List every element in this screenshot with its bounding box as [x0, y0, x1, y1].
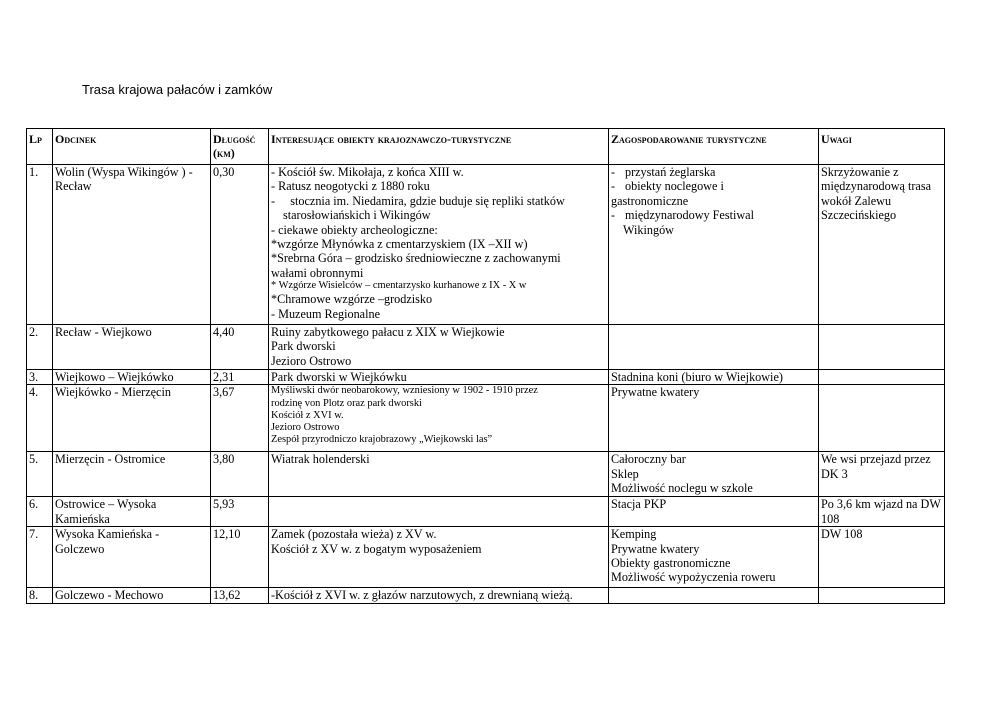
cell-length: 2,31 [211, 370, 269, 385]
table-row [27, 385, 945, 452]
cell-segment: Golczewo - Mechowo [53, 588, 211, 603]
infra-line: - międzynarodowy Festiwal [611, 208, 816, 222]
header-infra: Zagospodarowanie turystyczne [609, 129, 819, 165]
header-sights: Interesujące obiekty krajoznawczo-turystyczne [269, 129, 609, 165]
infra-line: Kemping [611, 527, 657, 542]
cell-notes [819, 370, 945, 385]
cell-segment: Wiejkowo – Wiejkówko [53, 370, 211, 385]
sight-line: -Kościół z XVI w. z głazów narzutowych, z drewnianą wieżą. [271, 588, 573, 603]
sight-line: *Srebrna Góra – grodzisko średniowieczne z zachowanymi [271, 251, 561, 266]
header-length: Długość (km) [211, 129, 269, 165]
cell-length: 13,62 [211, 588, 269, 603]
cell-notes [819, 385, 945, 452]
header-notes: Uwagi [819, 129, 945, 165]
cell-lp: 4. [27, 385, 53, 452]
route-table [26, 128, 945, 604]
table-header-row [27, 129, 945, 165]
sight-line: Myśliwski dwór neobarokowy, wzniesiony w 1902 - 1910 przez [271, 385, 538, 397]
cell-lp: 8. [27, 588, 53, 603]
cell-sights [269, 385, 609, 452]
header-lp: Lp [27, 129, 53, 165]
infra-line: Możliwość noclegu w szkole [611, 481, 753, 496]
cell-notes [819, 588, 945, 603]
sight-line: * Wzgórze Wisielców – cmentarzysko kurhanowe z IX - X w [271, 280, 527, 292]
cell-lp: 6. [27, 497, 53, 527]
infra-line: Możliwość wypożyczenia roweru [611, 570, 776, 585]
cell-sights [269, 497, 609, 527]
cell-sights [269, 325, 609, 370]
cell-lp: 2. [27, 325, 53, 370]
cell-length: 4,40 [211, 325, 269, 370]
sight-line: - ciekawe obiekty archeologiczne: [271, 222, 438, 237]
infra-line: Prywatne kwatery [611, 541, 700, 556]
cell-notes: Po 3,6 km wjazd na DW 108 [819, 497, 945, 527]
sight-line: - Kościół św. Mikołaja, z końca XIII w. [271, 165, 464, 179]
sight-line: rodzinę von Plotz oraz park dworski [271, 397, 422, 409]
infra-line: Obiekty gastronomiczne [611, 556, 731, 571]
cell-sights [269, 370, 609, 385]
infra-line: Prywatne kwatery [611, 385, 700, 400]
sight-line: Wiatrak holenderski [271, 452, 370, 467]
infra-line: - obiekty noclegowe i [611, 179, 816, 193]
cell-sights [269, 588, 609, 603]
table-row [27, 370, 945, 385]
sight-line: - Ratusz neogotycki z 1880 roku [271, 179, 430, 194]
cell-segment: Wysoka Kamieńska - Golczewo [53, 527, 211, 588]
sight-line: Park dworski w Wiejkówku [271, 370, 407, 384]
cell-notes [819, 325, 945, 370]
cell-infra [609, 497, 819, 527]
cell-length: 12,10 [211, 527, 269, 588]
cell-length: 3,80 [211, 452, 269, 497]
sight-line: Jezioro Ostrowo [271, 422, 340, 434]
cell-notes: DW 108 [819, 527, 945, 588]
header-segment: Odcinek [53, 129, 211, 165]
sight-line: *wzgórze Młynówka z cmentarzyskiem (IX –XII w) [271, 237, 528, 252]
cell-segment: Recław - Wiejkowo [53, 325, 211, 370]
cell-notes: We wsi przejazd przez DK 3 [819, 452, 945, 497]
sight-line: Zamek (pozostała wieża) z XV w. [271, 527, 437, 542]
sight-line: Kościół z XV w. z bogatym wyposażeniem [271, 541, 482, 556]
sight-line: Zespół przyrodniczo krajobrazowy „Wiejkowski las” [271, 434, 493, 446]
infra-line: gastronomiczne [611, 193, 689, 208]
sight-line: *Chramowe wzgórze –grodzisko [271, 292, 433, 307]
sight-line: starosłowiańskich i Wikingów [283, 208, 431, 223]
cell-infra [609, 588, 819, 603]
cell-infra [609, 165, 819, 325]
infra-line: Stacja PKP [611, 497, 667, 512]
cell-infra [609, 325, 819, 370]
cell-notes: Skrzyżowanie z międzynarodową trasa wokół Zalewu Szczecińskiego [819, 165, 945, 325]
table-row [27, 497, 945, 527]
cell-segment: Wiejkówko - Mierzęcin [53, 385, 211, 452]
cell-infra [609, 370, 819, 385]
cell-segment: Wolin (Wyspa Wikingów ) - Recław [53, 165, 211, 325]
table-row [27, 527, 945, 588]
cell-infra [609, 527, 819, 588]
infra-line: Wikingów [623, 222, 674, 237]
cell-infra [609, 452, 819, 497]
cell-sights [269, 527, 609, 588]
cell-length: 3,67 [211, 385, 269, 452]
infra-line: - przystań żeglarska [611, 165, 816, 179]
cell-lp: 3. [27, 370, 53, 385]
cell-sights [269, 165, 609, 325]
sight-line: - Muzeum Regionalne [271, 306, 380, 321]
sight-line: Ruiny zabytkowego pałacu z XIX w Wiejkowie [271, 325, 505, 339]
infra-line: Stadnina koni (biuro w Wiejkowie) [611, 370, 783, 384]
cell-lp: 7. [27, 527, 53, 588]
infra-line: Sklep [611, 466, 639, 481]
cell-sights [269, 452, 609, 497]
cell-lp: 1. [27, 165, 53, 325]
table-row [27, 588, 945, 603]
infra-line: Całoroczny bar [611, 452, 686, 467]
document-title: Trasa krajowa pałaców i zamków [82, 82, 273, 97]
cell-segment: Ostrowice – Wysoka Kamieńska [53, 497, 211, 527]
sight-line: Kościół z XVI w. [271, 409, 344, 421]
table-row [27, 165, 945, 325]
cell-length: 0,30 [211, 165, 269, 325]
sight-line: - stocznia im. Niedamira, gdzie buduje się repliki statków [271, 193, 565, 208]
sight-line: wałami obronnymi [271, 265, 364, 280]
cell-infra [609, 385, 819, 452]
sight-line: Park dworski [271, 339, 336, 354]
cell-lp: 5. [27, 452, 53, 497]
cell-length: 5,93 [211, 497, 269, 527]
cell-segment: Mierzęcin - Ostromice [53, 452, 211, 497]
sight-line: Jezioro Ostrowo [271, 353, 352, 368]
table-row [27, 452, 945, 497]
table-row [27, 325, 945, 370]
